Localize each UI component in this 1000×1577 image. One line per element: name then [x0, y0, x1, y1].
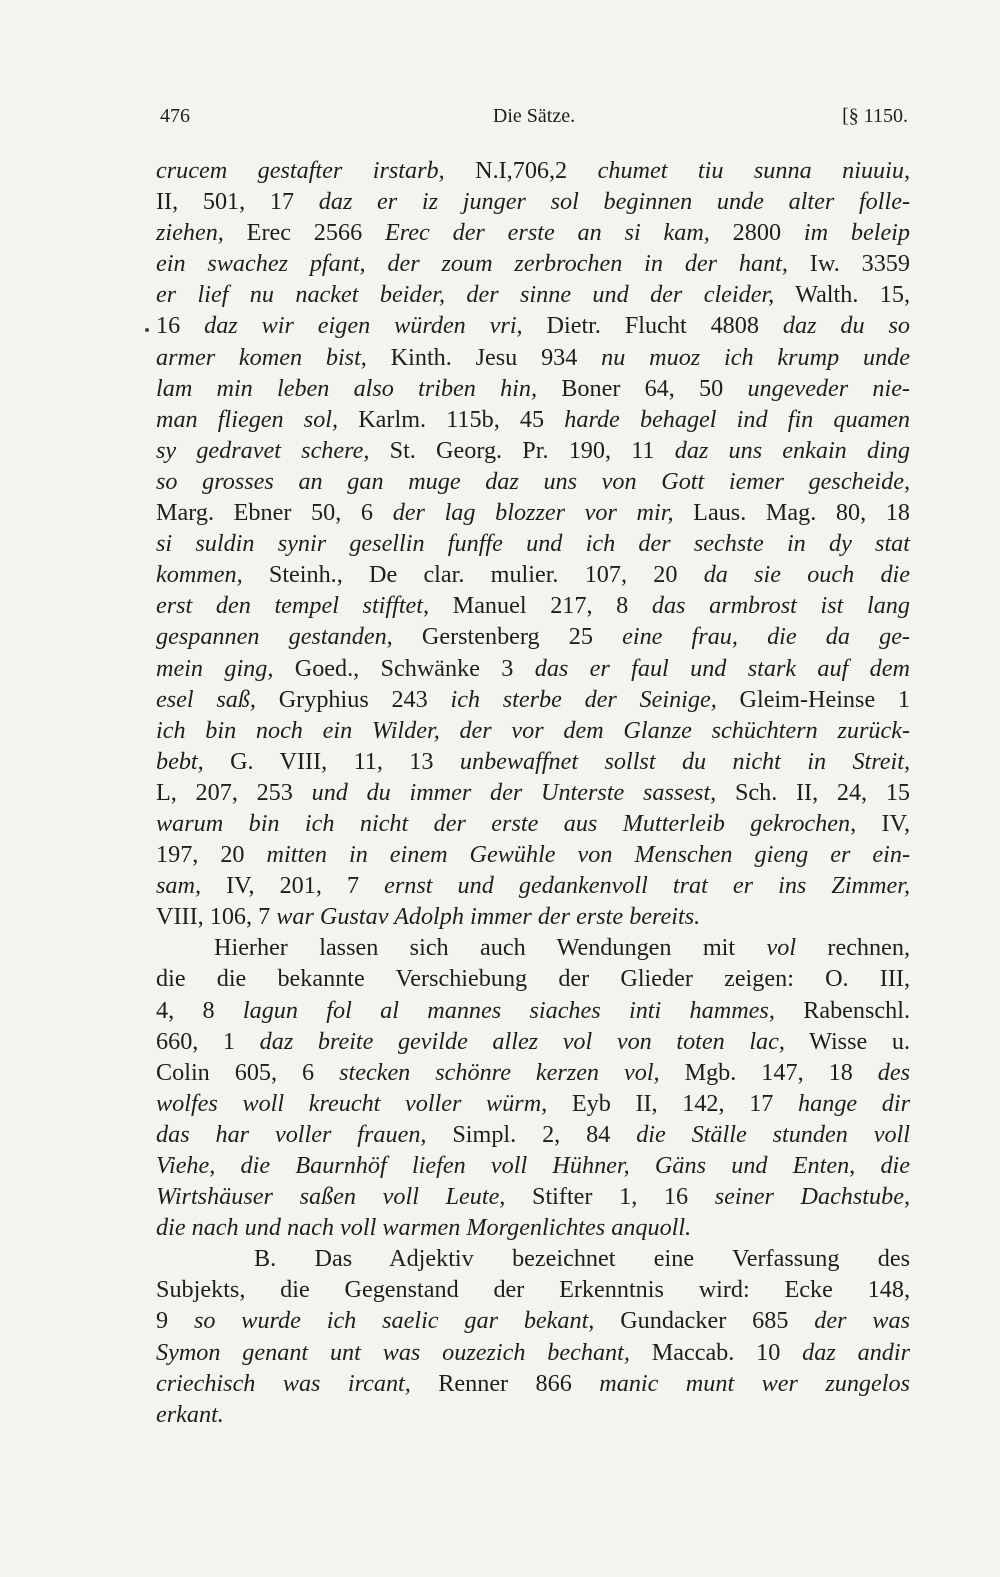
- margin-mark: [145, 328, 149, 332]
- citation-text: Kinth. Jesu 934: [366, 343, 602, 371]
- quotation-text: Symon genant unt was ouzezich bechant,: [156, 1338, 630, 1366]
- text-line: [156, 901, 910, 932]
- citation-text: 4, 8: [156, 996, 243, 1024]
- quotation-text: das armbrost ist lang: [651, 592, 910, 620]
- text-line: [156, 1212, 910, 1243]
- citation-text: Hierher lassen sich auch Wendungen mit: [214, 934, 767, 962]
- quotation-text: hange dir: [798, 1089, 911, 1117]
- text-line: [156, 466, 910, 497]
- text-line: [156, 404, 910, 435]
- citation-text: Boner 64, 50: [537, 374, 748, 402]
- quotation-text: si suldin synir gesellin funffe und ich der sechste in dy stat: [156, 530, 910, 558]
- citation-text: Simpl. 2, 84: [426, 1120, 637, 1148]
- quotation-text: ziehen,: [156, 219, 224, 247]
- citation-text: IV, 201, 7: [201, 872, 385, 900]
- quotation-text: armer komen bist,: [156, 343, 367, 371]
- citation-text: VIII, 106, 7: [156, 903, 277, 931]
- citation-text: II, 501, 17: [156, 188, 319, 216]
- citation-text: Renner 866: [410, 1369, 600, 1397]
- citation-text: St. Georg. Pr. 190, 11: [369, 436, 675, 464]
- text-line: [156, 310, 910, 341]
- text-line: [156, 1150, 910, 1181]
- citation-text: Stifter 1, 16: [505, 1183, 715, 1211]
- citation-text: Marg. Ebner 50, 6: [156, 499, 393, 527]
- citation-text: Karlm. 115b, 45: [338, 405, 565, 433]
- citation-text: Dietr. Flucht 4808: [522, 312, 783, 340]
- citation-text: Manuel 217, 8: [429, 592, 652, 620]
- quotation-text: daz breite gevilde allez vol von toten lac,: [259, 1027, 785, 1055]
- text-line: [156, 777, 910, 808]
- citation-text: N.I,706,2: [444, 157, 598, 184]
- quotation-text: und du immer der Unterste sassest,: [311, 778, 717, 806]
- quotation-text: daz er iz junger sol beginnen unde alter folle-: [318, 188, 910, 216]
- citation-text: rechnen,: [796, 934, 910, 962]
- citation-text: Rabenschl.: [774, 996, 911, 1024]
- citation-text: 9: [156, 1307, 194, 1335]
- quotation-text: im beleip: [803, 219, 910, 247]
- quotation-text: eine frau, die da ge-: [622, 623, 910, 651]
- quotation-text: warum bin ich nicht der erste aus Mutterleib gekrochen,: [156, 809, 857, 837]
- quotation-text: harde behagel ind fin quamen: [564, 405, 910, 433]
- quotation-text: da sie ouch die: [703, 561, 910, 589]
- quotation-text: mein ging,: [156, 654, 274, 682]
- quotation-text: seiner Dachstube,: [714, 1183, 911, 1211]
- quotation-text: esel saß,: [156, 685, 256, 713]
- text-line: [156, 1026, 910, 1057]
- citation-text: Gundacker 685: [594, 1307, 815, 1335]
- quotation-text: crucem gestafter irstarb,: [156, 157, 445, 184]
- text-line: [156, 559, 910, 590]
- quotation-text: das har voller frauen,: [156, 1120, 427, 1148]
- citation-text: Mgb. 147, 18: [659, 1058, 878, 1086]
- quotation-text: der was: [814, 1307, 910, 1335]
- text-line: [156, 1368, 910, 1399]
- text-line: [156, 839, 910, 870]
- citation-text: 16: [156, 312, 205, 340]
- text-line: [156, 684, 910, 715]
- text-line: [156, 932, 910, 963]
- text-line: [156, 1181, 910, 1212]
- quotation-text: erkant.: [156, 1400, 224, 1428]
- citation-text: G. VIII, 11, 13: [203, 747, 460, 775]
- quotation-text: bebt,: [156, 747, 204, 775]
- quotation-text: so wurde ich saelic gar bekant,: [193, 1307, 595, 1335]
- citation-text: Laus. Mag. 80, 18: [673, 499, 910, 527]
- text-line: [156, 995, 910, 1026]
- text-line: [156, 715, 910, 746]
- quotation-text: daz du so: [782, 312, 911, 340]
- running-head: [160, 101, 908, 131]
- text-line: [156, 186, 910, 217]
- quotation-text: sy gedravet schere,: [156, 436, 370, 464]
- quotation-text: man fliegen sol,: [156, 405, 339, 433]
- citation-text: Steinh., De clar. mulier. 107, 20: [242, 561, 704, 589]
- text-line: [156, 1337, 910, 1368]
- quotation-text: so grosses an gan muge daz uns von Gott iemer gescheide,: [156, 467, 910, 495]
- citation-text: Goed., Schwänke 3: [273, 654, 535, 682]
- quotation-text: chumet tiu sunna niuuiu,: [597, 157, 910, 184]
- text-line: [156, 1119, 910, 1150]
- quotation-text: gespannen gestanden,: [156, 623, 393, 651]
- quotation-text: war Gustav Adolph immer der erste bereits.: [276, 903, 701, 931]
- quotation-text: ich sterbe der Seinige,: [450, 685, 717, 713]
- quotation-text: stecken schönre kerzen vol,: [339, 1058, 660, 1086]
- citation-text: Walth. 15,: [774, 281, 910, 309]
- quotation-text: unbewaffnet sollst du nicht in Streit,: [459, 747, 910, 775]
- quotation-text: lagun fol al mannes siaches inti hammes,: [242, 996, 775, 1024]
- citation-text: Subjekts, die Gegenstand der Erkenntnis wird: Ecke 148,: [156, 1276, 910, 1304]
- quotation-text: wolfes woll kreucht voller würm,: [156, 1089, 548, 1117]
- text-line: [156, 1088, 910, 1119]
- text-line: [156, 870, 910, 901]
- quotation-text: mitten in einem Gewühle von Menschen gieng er ein-: [266, 841, 911, 869]
- text-line: [156, 1399, 910, 1430]
- text-line: [156, 1274, 910, 1305]
- quotation-text: sam,: [156, 872, 202, 900]
- quotation-text: daz wir eigen würden vri,: [204, 312, 523, 340]
- citation-text: 660, 1: [156, 1027, 260, 1055]
- quotation-text: ungeveder nie-: [747, 374, 910, 402]
- quotation-text: daz andir: [802, 1338, 911, 1366]
- text-line: [156, 373, 910, 404]
- quotation-text: erst den tempel stifftet,: [156, 592, 430, 620]
- quotation-text: der lag blozzer vor mir,: [392, 499, 674, 527]
- text-line: [156, 435, 910, 466]
- quotation-text: er lief nu nacket beider, der sinne und der cleider,: [156, 281, 775, 309]
- quotation-text: manic munt wer zungelos: [599, 1369, 910, 1397]
- text-line: [156, 1057, 910, 1088]
- quotation-text: Wirtshäuser saßen voll Leute,: [156, 1183, 506, 1211]
- citation-text: Gleim-Heinse 1: [716, 685, 910, 713]
- citation-text: Sch. II, 24, 15: [716, 778, 911, 806]
- quotation-text: ein swachez pfant, der zoum zerbrochen in der hant,: [156, 250, 788, 278]
- quotation-text: Erec der erste an si kam,: [385, 219, 710, 247]
- text-line: [156, 528, 910, 559]
- text-line: [156, 342, 910, 373]
- quotation-text: nu muoz ich krump unde: [601, 343, 910, 371]
- page-number: 476: [160, 105, 190, 127]
- section-reference: [§ 1150.: [842, 105, 908, 127]
- citation-text: Eyb II, 142, 17: [547, 1089, 799, 1117]
- citation-text: Iw. 3359: [787, 250, 910, 278]
- text-line: [156, 963, 910, 994]
- text-line: [156, 1243, 910, 1274]
- text-line: [156, 155, 910, 186]
- citation-text: Maccab. 10: [629, 1338, 803, 1366]
- text-line: [156, 653, 910, 684]
- text-line: [156, 746, 910, 777]
- citation-text: Erec 2566: [223, 219, 386, 247]
- quotation-text: Viehe, die Baurnhöf liefen voll Hühner, Gäns und Enten, die: [156, 1152, 910, 1179]
- text-line: [156, 217, 910, 248]
- quotation-text: kommen,: [156, 561, 243, 589]
- text-line: [156, 1305, 910, 1336]
- citation-text: Gryphius 243: [255, 685, 451, 713]
- citation-text: 2800: [709, 219, 804, 247]
- quotation-text: daz uns enkain ding: [674, 436, 910, 464]
- quotation-text: ernst und gedankenvoll trat er ins Zimmer,: [384, 872, 910, 900]
- citation-text: Wisse u.: [784, 1027, 910, 1055]
- quotation-text: lam min leben also triben hin,: [156, 374, 538, 402]
- text-line: [156, 621, 910, 652]
- citation-text: IV,: [856, 809, 910, 837]
- text-line: [156, 279, 910, 310]
- citation-text: B. Das Adjektiv bezeichnet eine Verfassung des: [254, 1245, 910, 1273]
- quotation-text: criechisch was ircant,: [156, 1369, 411, 1397]
- citation-text: die die bekannte Verschiebung der Glieder zeigen: O. III,: [156, 965, 910, 993]
- quotation-text: des: [877, 1058, 911, 1086]
- quotation-text: das er faul und stark auf dem: [534, 654, 910, 682]
- quotation-text: ich bin noch ein Wilder, der vor dem Glanze schüchtern zurück-: [156, 716, 910, 744]
- running-title: Die Sätze.: [492, 105, 576, 127]
- body-text: [156, 155, 910, 1430]
- citation-text: Colin 605, 6: [156, 1058, 340, 1086]
- text-line: [156, 590, 910, 621]
- citation-text: 197, 20: [156, 841, 267, 869]
- text-line: [156, 497, 910, 528]
- text-line: [156, 808, 910, 839]
- quotation-text: die nach und nach voll warmen Morgenlichtes anquoll.: [156, 1214, 692, 1242]
- citation-text: Gerstenberg 25: [392, 623, 623, 651]
- text-line: [156, 248, 910, 279]
- quotation-text: die Ställe stunden voll: [636, 1120, 910, 1148]
- quotation-text: vol: [766, 934, 797, 962]
- citation-text: L, 207, 253: [156, 778, 312, 806]
